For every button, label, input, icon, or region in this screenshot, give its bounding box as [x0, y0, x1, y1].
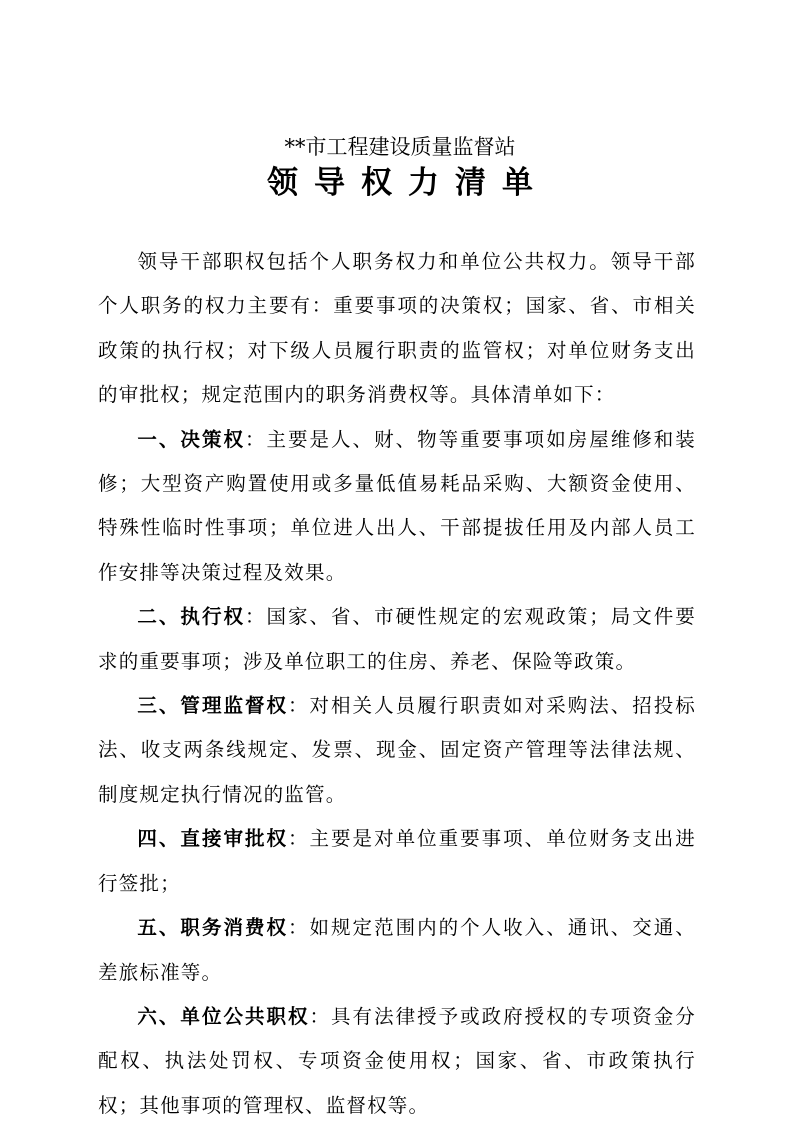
document-title: 领导权力清单	[267, 165, 549, 201]
item-execution-power	[98, 595, 696, 684]
item-text: ：主要是人、财、物等重要事项如房屋维修和装修；大型资产购置使用或多量低值易耗品采购、大额资金使用、特殊性临时性事项；单位进人出人、干部提拔任用及内部人员工作安排等决策过程及效果。	[98, 427, 696, 584]
item-public-power	[98, 995, 696, 1128]
item-label: 六、单位公共职权	[137, 1004, 310, 1028]
item-label: 四、直接审批权	[137, 827, 288, 851]
item-text: ：主要是对单位重要事项、单位财务支出进行签批；	[98, 827, 696, 895]
item-approval-power	[98, 817, 696, 906]
item-label: 一、决策权	[137, 427, 245, 451]
intro-paragraph: 领导干部职权包括个人职务权力和单位公共权力。领导干部个人职务的权力主要有：重要事项的决策权；国家、省、市相关政策的执行权；对下级人员履行职责的监管权；对单位财务支出的审批权；规定范围内的职务消费权等。具体清单如下：	[98, 250, 696, 407]
document-body	[98, 240, 696, 1128]
item-text: ：对相关人员履行职责如对采购法、招投标法、收支两条线规定、发票、现金、固定资产管理等法律法规、制度规定执行情况的监管。	[98, 694, 696, 806]
item-label: 五、职务消费权	[137, 916, 288, 940]
organization-subtitle: **市工程建设质量监督站	[284, 135, 516, 159]
item-label: 三、管理监督权	[137, 694, 288, 718]
item-consumption-power	[98, 906, 696, 995]
item-text: ：具有法律授予或政府授权的专项资金分配权、执法处罚权、专项资金使用权；国家、省、市政策执行权；其他事项的管理权、监督权等。	[98, 1004, 696, 1117]
item-supervision-power	[98, 684, 696, 817]
item-text: ：国家、省、市硬性规定的宏观政策；局文件要求的重要事项；涉及单位职工的住房、养老、保险等政策。	[98, 605, 696, 673]
item-text: ：如规定范围内的个人收入、通讯、交通、差旅标准等。	[98, 916, 696, 984]
item-decision-power	[98, 418, 696, 596]
item-label: 二、执行权	[137, 605, 245, 629]
